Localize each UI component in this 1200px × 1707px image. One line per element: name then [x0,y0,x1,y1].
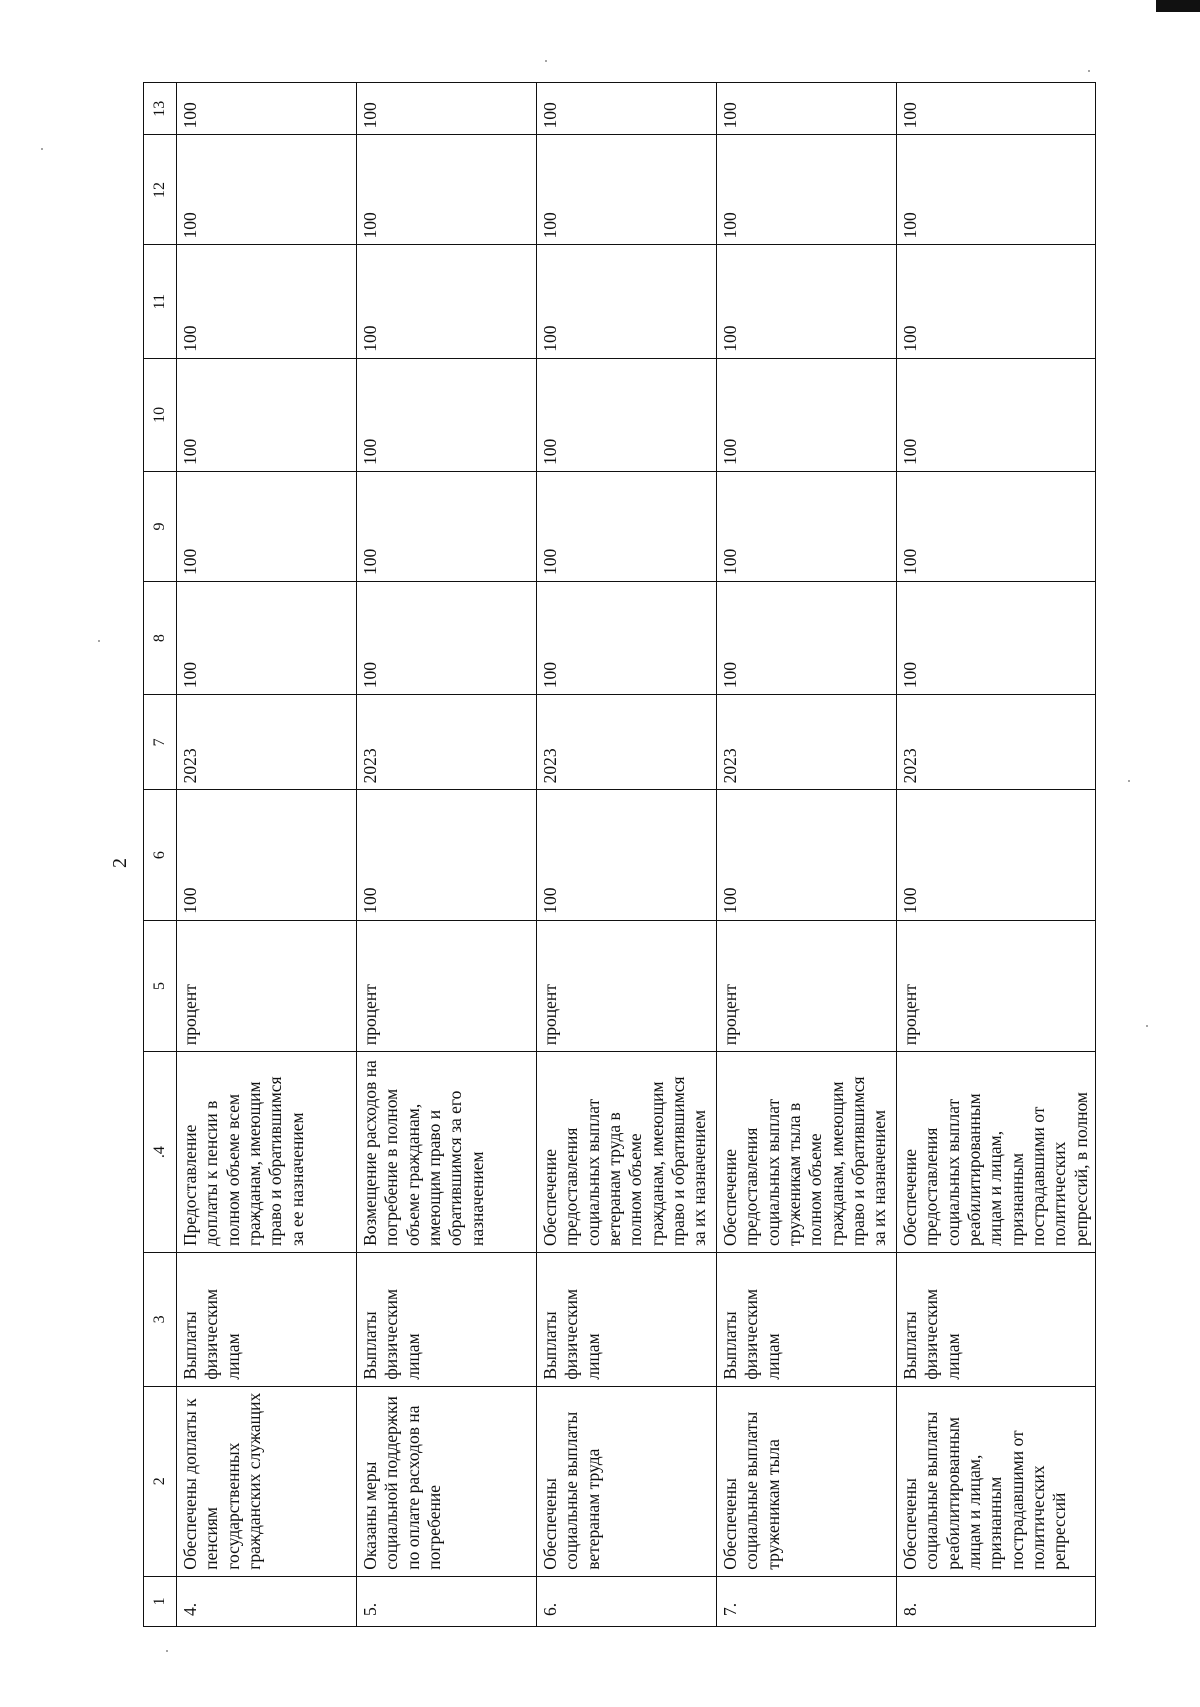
scan-speck [545,60,547,62]
row-number: 6. [537,1576,717,1626]
base-value-cell: 100 [357,790,537,920]
col-header: 11 [144,245,177,358]
col-header: 2 [144,1386,177,1576]
year-cell: 2023 [177,695,357,790]
scan-speck [41,148,43,150]
unit-cell: процент [177,920,357,1051]
col-header: 6 [144,790,177,920]
col-header: 7 [144,695,177,790]
indicator-cell: Обеспечение предоставления социальных выплат ветеранам труда в полном объеме гражданам, имеющим право и обратившимся за их назначением [537,1052,717,1253]
year-cell: 2023 [357,695,537,790]
table-row [717,83,897,1627]
scan-speck [1146,1025,1148,1027]
type-cell: Выплаты физическим лицам [177,1253,357,1387]
table-row [897,83,1096,1627]
scan-speck [98,640,100,642]
value-cell: 100 [357,135,537,245]
indicator-cell: Обеспечение предоставления социальных выплат реабилитированным лицам и лицам, признанным пострадавшими от политических репрессий, в полном [897,1052,1096,1253]
unit-cell: процент [897,920,1096,1051]
year-cell: 2023 [717,695,897,790]
row-number: 4. [177,1576,357,1626]
value-cell: 100 [537,135,717,245]
value-cell: 100 [897,245,1096,358]
page-number: 2 [109,858,131,868]
unit-cell: процент [357,920,537,1051]
type-cell: Выплаты физическим лицам [717,1253,897,1387]
type-cell: Выплаты физическим лицам [357,1253,537,1387]
table-row [177,83,357,1627]
value-cell: 100 [357,582,537,695]
header-row [144,83,177,1627]
value-cell: 100 [897,358,1096,471]
value-cell: 100 [537,582,717,695]
indicator-cell: Обеспечение предоставления социальных выплат труженикам тыла в полном объеме гражданам, имеющим право и обратившимся за их назначением [717,1052,897,1253]
value-cell: 100 [897,135,1096,245]
value-cell: 100 [177,245,357,358]
row-number: 5. [357,1576,537,1626]
value-cell: 100 [177,472,357,582]
value-cell: 100 [717,582,897,695]
value-cell: 100 [717,245,897,358]
type-cell: Выплаты физическим лицам [897,1253,1096,1387]
row-number: 8. [897,1576,1096,1626]
row-number: 7. [717,1576,897,1626]
value-cell: 100 [537,358,717,471]
value-cell: 100 [177,135,357,245]
result-cell: Обеспечены социальные выплаты реабилитированным лицам и лицам, признанным пострадавшими от политических репрессий [897,1386,1096,1576]
col-header: 12 [144,135,177,245]
table-row [537,83,717,1627]
col-header: 3 [144,1253,177,1387]
indicator-cell: Предоставление доплаты к пенсии в полном объеме всем гражданам, имеющим право и обратившимся за ее назначением [177,1052,357,1253]
value-cell: 100 [357,245,537,358]
value-cell: 100 [897,83,1096,135]
col-header: 8 [144,582,177,695]
scan-speck [1088,70,1090,72]
value-cell: 100 [177,582,357,695]
unit-cell: процент [717,920,897,1051]
value-cell: 100 [177,358,357,471]
type-cell: Выплаты физическим лицам [537,1253,717,1387]
result-cell: Обеспечены социальные выплаты ветеранам труда [537,1386,717,1576]
result-cell: Обеспечены доплаты к пенсиям государственных гражданских служащих [177,1386,357,1576]
col-header: 10 [144,358,177,471]
col-header: 5 [144,920,177,1051]
value-cell: 100 [537,472,717,582]
value-cell: 100 [357,358,537,471]
base-value-cell: 100 [897,790,1096,920]
scan-speck [166,1650,168,1652]
indicator-cell: Возмещение расходов на погребение в полном объеме гражданам, имеющим право и обратившимся за его назначением [357,1052,537,1253]
year-cell: 2023 [897,695,1096,790]
base-value-cell: 100 [717,790,897,920]
value-cell: 100 [537,245,717,358]
scan-speck [1128,780,1130,782]
base-value-cell: 100 [537,790,717,920]
value-cell: 100 [357,83,537,135]
table-row [357,83,537,1627]
col-header: .4 [144,1052,177,1253]
value-cell: 100 [717,135,897,245]
value-cell: 100 [717,83,897,135]
col-header: 13 [144,83,177,135]
unit-cell: процент [537,920,717,1051]
result-cell: Обеспечены социальные выплаты труженикам тыла [717,1386,897,1576]
value-cell: 100 [897,472,1096,582]
year-cell: 2023 [537,695,717,790]
value-cell: 100 [717,358,897,471]
col-header: 1 [144,1576,177,1626]
indicators-table [143,82,1096,1627]
col-header: 9 [144,472,177,582]
value-cell: 100 [357,472,537,582]
value-cell: 100 [177,83,357,135]
result-cell: Оказаны меры социальной поддержки по оплате расходов на погребение [357,1386,537,1576]
value-cell: 100 [537,83,717,135]
rotated-table-container [143,82,1091,1627]
value-cell: 100 [717,472,897,582]
value-cell: 100 [897,582,1096,695]
base-value-cell: 100 [177,790,357,920]
scan-edge-mark [1156,0,1200,12]
